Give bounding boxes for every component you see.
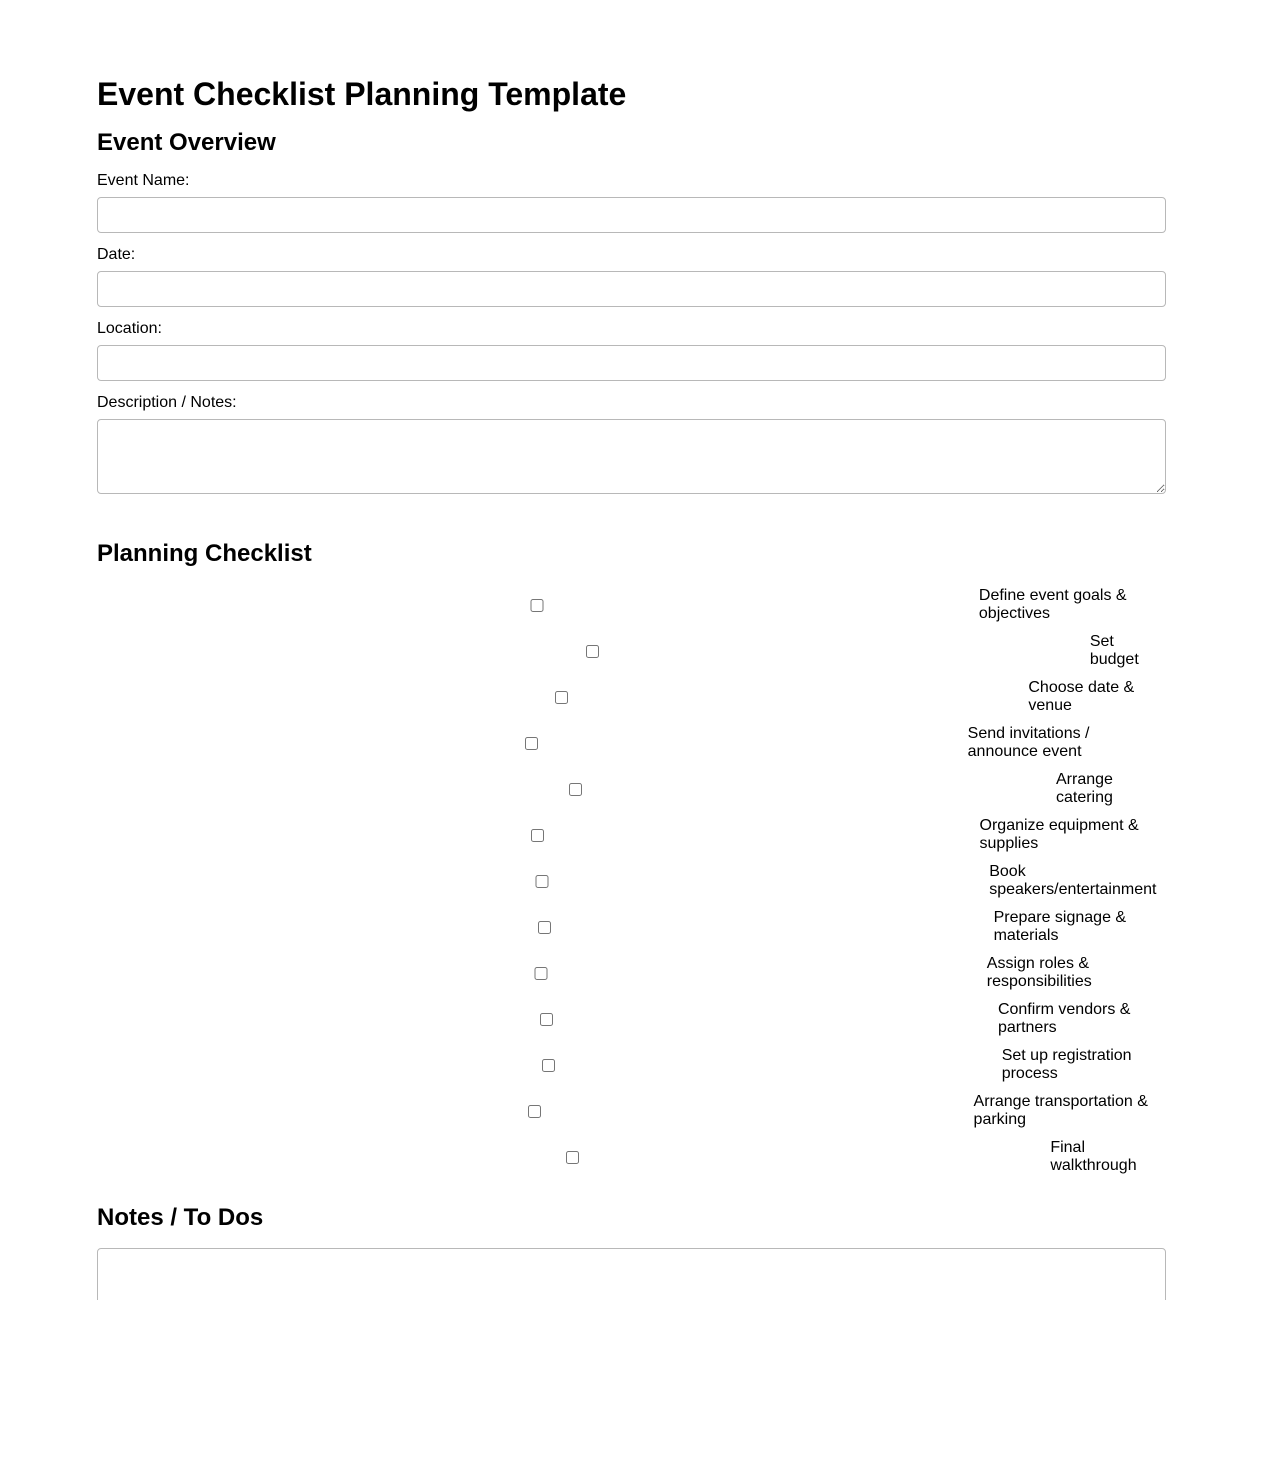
checklist-item-label: Organize equipment & supplies xyxy=(979,817,1139,852)
checklist-item xyxy=(97,674,1166,720)
checklist-checkbox[interactable] xyxy=(101,737,962,750)
checklist-item-label: Arrange transportation & parking xyxy=(973,1093,1148,1128)
checklist-item xyxy=(97,1042,1166,1088)
checklist-checkbox[interactable] xyxy=(101,829,974,842)
checklist-item xyxy=(97,904,1166,950)
checklist-item xyxy=(97,628,1166,674)
notes-heading: Notes / To Dos xyxy=(97,1204,264,1231)
checklist-item xyxy=(97,1134,1166,1180)
checklist-checkbox[interactable] xyxy=(101,599,973,612)
checklist-item xyxy=(97,812,1166,858)
checklist-item xyxy=(97,950,1166,996)
checklist-item-label: Arrange catering xyxy=(1055,771,1113,806)
event-name-label: Event Name: xyxy=(97,172,190,189)
checklist-checkbox[interactable] xyxy=(101,1105,968,1118)
location-input[interactable] xyxy=(97,345,1166,381)
event-overview-heading: Event Overview xyxy=(97,129,276,156)
checklist-checkbox[interactable] xyxy=(101,875,983,888)
checklist-item xyxy=(97,766,1166,812)
checklist-item-label: Define event goals & objectives xyxy=(978,587,1127,622)
checklist-item-label: Set up registration process xyxy=(1001,1047,1132,1082)
checklist-item-label: Send invitations / announce event xyxy=(967,725,1090,760)
page-title: Event Checklist Planning Template xyxy=(97,76,627,112)
checklist-item-label: Prepare signage & materials xyxy=(993,909,1127,944)
location-label: Location: xyxy=(97,320,162,337)
date-label: Date: xyxy=(97,246,136,263)
planning-checklist xyxy=(97,582,1166,1180)
checklist-item xyxy=(97,582,1166,628)
planning-checklist-heading: Planning Checklist xyxy=(97,540,312,567)
checklist-checkbox[interactable] xyxy=(101,1151,1044,1164)
description-label: Description / Notes: xyxy=(97,394,237,411)
checklist-item-label: Set budget xyxy=(1089,633,1139,668)
checklist-item xyxy=(97,1088,1166,1134)
checklist-checkbox[interactable] xyxy=(101,783,1050,796)
checklist-item-label: Book speakers/entertainment xyxy=(989,863,1157,898)
checklist-checkbox[interactable] xyxy=(101,1013,992,1026)
checklist-checkbox[interactable] xyxy=(101,1059,996,1072)
checklist-checkbox[interactable] xyxy=(101,691,1022,704)
checklist-item xyxy=(97,996,1166,1042)
checklist-item-label: Confirm vendors & partners xyxy=(997,1001,1131,1036)
notes-textarea[interactable] xyxy=(97,1248,1166,1300)
checklist-checkbox[interactable] xyxy=(101,645,1084,658)
date-input[interactable] xyxy=(97,271,1166,307)
event-name-input[interactable] xyxy=(97,197,1166,233)
checklist-item xyxy=(97,720,1166,766)
checklist-checkbox[interactable] xyxy=(101,921,988,934)
checklist-item-label: Assign roles & responsibilities xyxy=(986,955,1092,990)
description-textarea[interactable] xyxy=(97,419,1166,494)
checklist-checkbox[interactable] xyxy=(101,967,981,980)
checklist-item-label: Choose date & venue xyxy=(1028,679,1135,714)
event-checklist-page xyxy=(97,0,1166,1300)
checklist-item xyxy=(97,858,1166,904)
checklist-item-label: Final walkthrough xyxy=(1050,1139,1137,1174)
